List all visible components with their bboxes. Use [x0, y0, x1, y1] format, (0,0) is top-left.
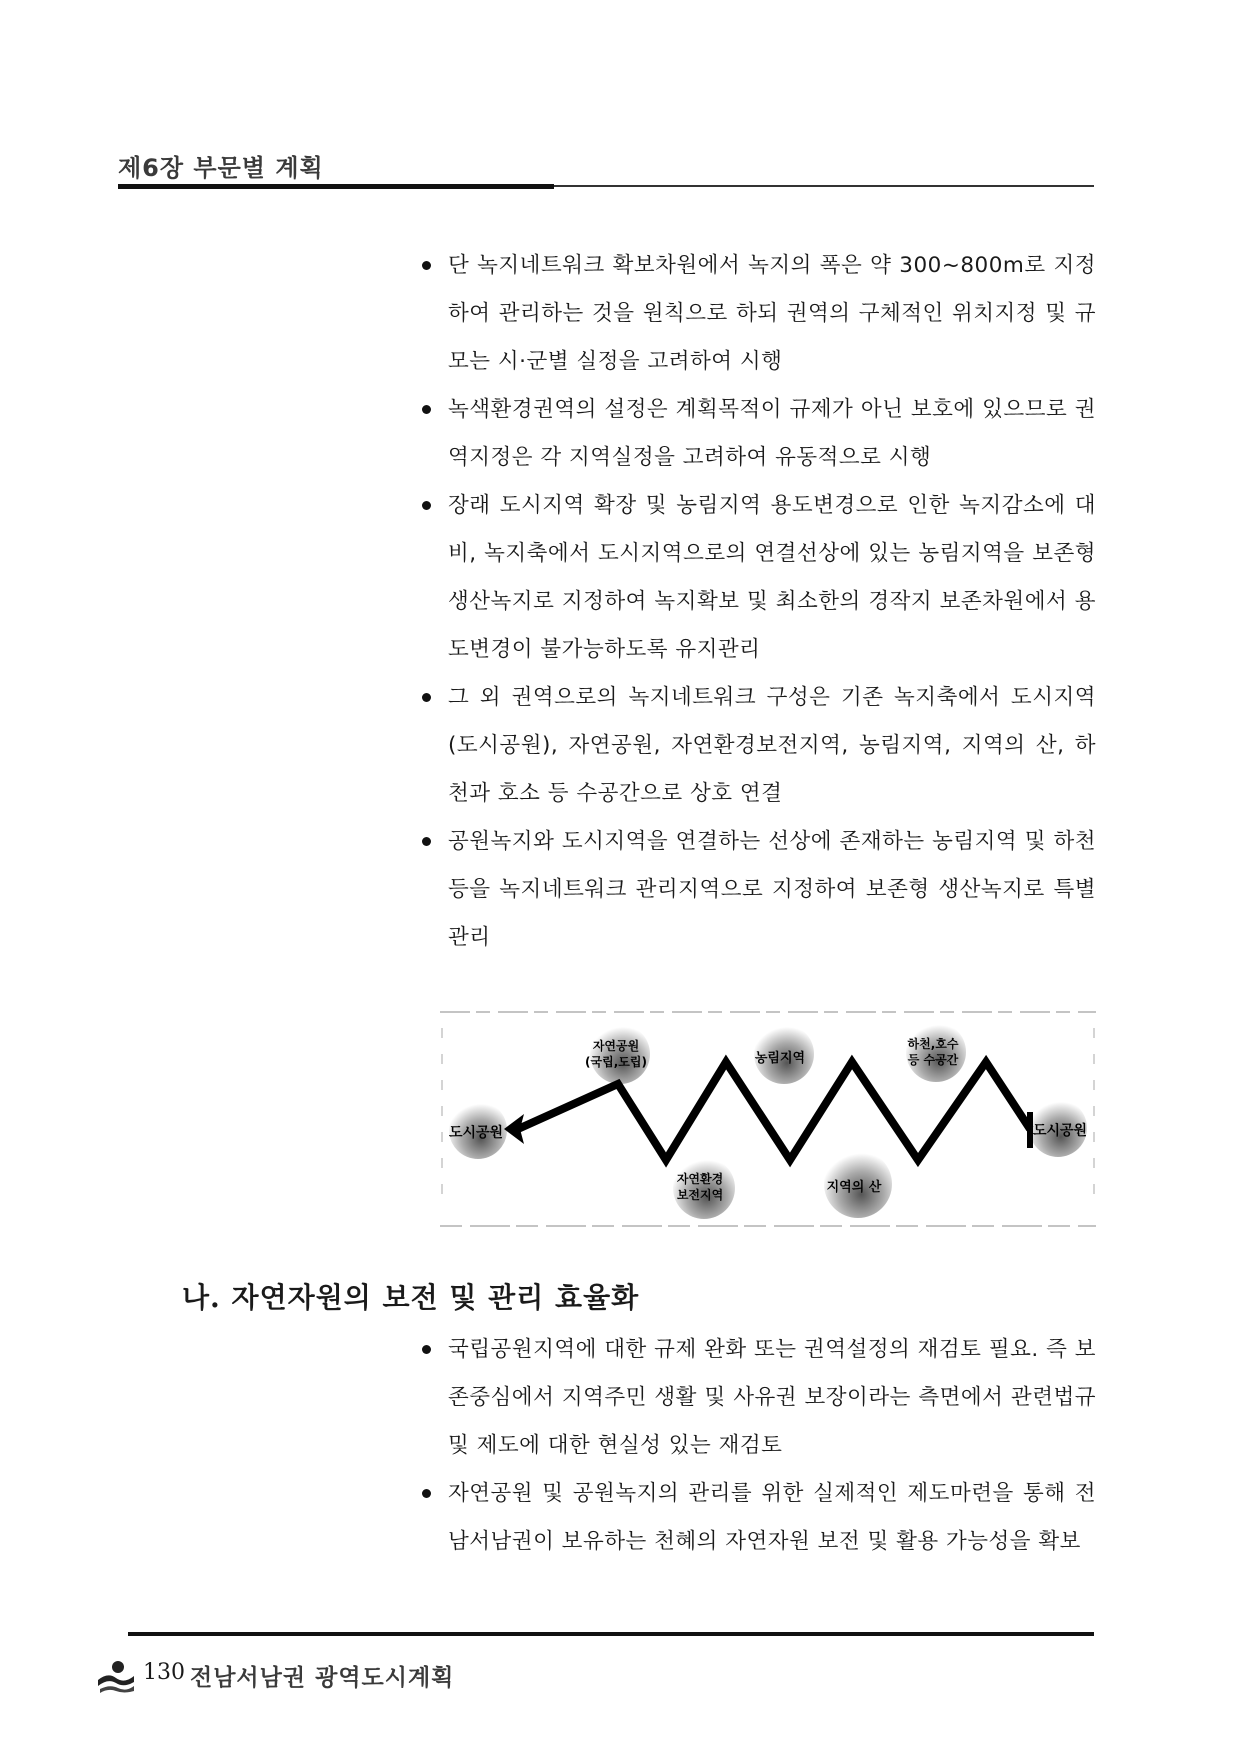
bullet-item: 공원녹지와 도시지역을 연결하는 선상에 존재하는 농림지역 및 하천 등을 녹지네트워크 관리지역으로 지정하여 보존형 생산녹지로 특별관리 — [418, 818, 1096, 962]
header-rule-thin — [554, 185, 1094, 187]
node-label: 하천,호수 — [907, 1037, 959, 1051]
bullet-dot-icon — [422, 501, 431, 510]
chapter-header: 제6장 부문별 계획 — [118, 154, 324, 182]
bullet-item: 단 녹지네트워크 확보차원에서 녹지의 폭은 약 300~800m로 지정하여 관리하는 것을 원칙으로 하되 권역의 구체적인 위치지정 및 규모는 시·군별 실정을 고려하여 시행 — [418, 242, 1096, 386]
node-water-space — [906, 1022, 966, 1082]
bullet-dot-icon — [422, 1489, 431, 1498]
page-number: 130 — [143, 1660, 185, 1685]
bullet-dot-icon — [422, 693, 431, 702]
bullet-item: 장래 도시지역 확장 및 농림지역 용도변경으로 인한 녹지감소에 대비, 녹지축에서 도시지역으로의 연결선상에 있는 농림지역을 보존형 생산녹지로 지정하여 녹지확보 및 최소한의 경작지 보존차원에서 용도변경이 불가능하도록 유지관리 — [418, 482, 1096, 674]
bullet-item: 녹색환경권역의 설정은 계획목적이 규제가 아닌 보호에 있으므로 권역지정은 각 지역실정을 고려하여 유동적으로 시행 — [418, 386, 1096, 482]
bullet-item: 국립공원지역에 대한 규제 완화 또는 권역설정의 재검토 필요. 즉 보존중심에서 지역주민 생활 및 사유권 보장이라는 측면에서 관련법규 및 제도에 대한 현실성 있는 재검토 — [418, 1326, 1096, 1470]
bullet-dot-icon — [422, 1345, 431, 1354]
bullet-item: 그 외 권역으로의 녹지네트워크 구성은 기존 녹지축에서 도시지역(도시공원), 자연공원, 자연환경보전지역, 농림지역, 지역의 산, 하천과 호소 등 수공간으로 상호 연결 — [418, 674, 1096, 818]
header-rule — [118, 184, 554, 189]
bullet-dot-icon — [422, 405, 431, 414]
section-heading: 나. 자연자원의 보전 및 관리 효율화 — [182, 1281, 640, 1314]
bullet-dot-icon — [422, 261, 431, 270]
node-local-mountain — [824, 1150, 892, 1218]
node-label: 도시공원 — [448, 1125, 504, 1141]
node-label: 등 수공간 — [907, 1053, 959, 1067]
footer-rule — [128, 1632, 1094, 1636]
footer-logo-icon — [96, 1658, 136, 1694]
node-label: (국립,도립) — [585, 1055, 647, 1069]
node-left-urban-park — [449, 1101, 507, 1159]
node-label: 농림지역 — [754, 1051, 806, 1066]
node-label: 자연공원 — [592, 1039, 640, 1053]
bullet-list-bottom — [418, 1326, 1096, 1566]
green-network-diagram — [440, 1008, 1096, 1230]
node-farmland — [754, 1024, 814, 1084]
bullet-list-top — [418, 242, 1096, 962]
node-label: 자연환경 — [676, 1172, 724, 1186]
node-conservation-area — [673, 1157, 735, 1219]
node-right-urban-park — [1029, 1099, 1087, 1157]
node-label: 보전지역 — [676, 1188, 724, 1202]
node-natural-park — [585, 1024, 650, 1084]
bullet-item: 자연공원 및 공원녹지의 관리를 위한 실제적인 제도마련을 통해 전남서남권이 보유하는 천혜의 자연자원 보전 및 활용 가능성을 확보 — [418, 1470, 1096, 1566]
node-label: 지역의 산 — [826, 1180, 882, 1195]
node-label: 도시공원 — [1032, 1123, 1088, 1139]
footer-title: 전남서남권 광역도시계획 — [190, 1665, 455, 1691]
bullet-dot-icon — [422, 837, 431, 846]
